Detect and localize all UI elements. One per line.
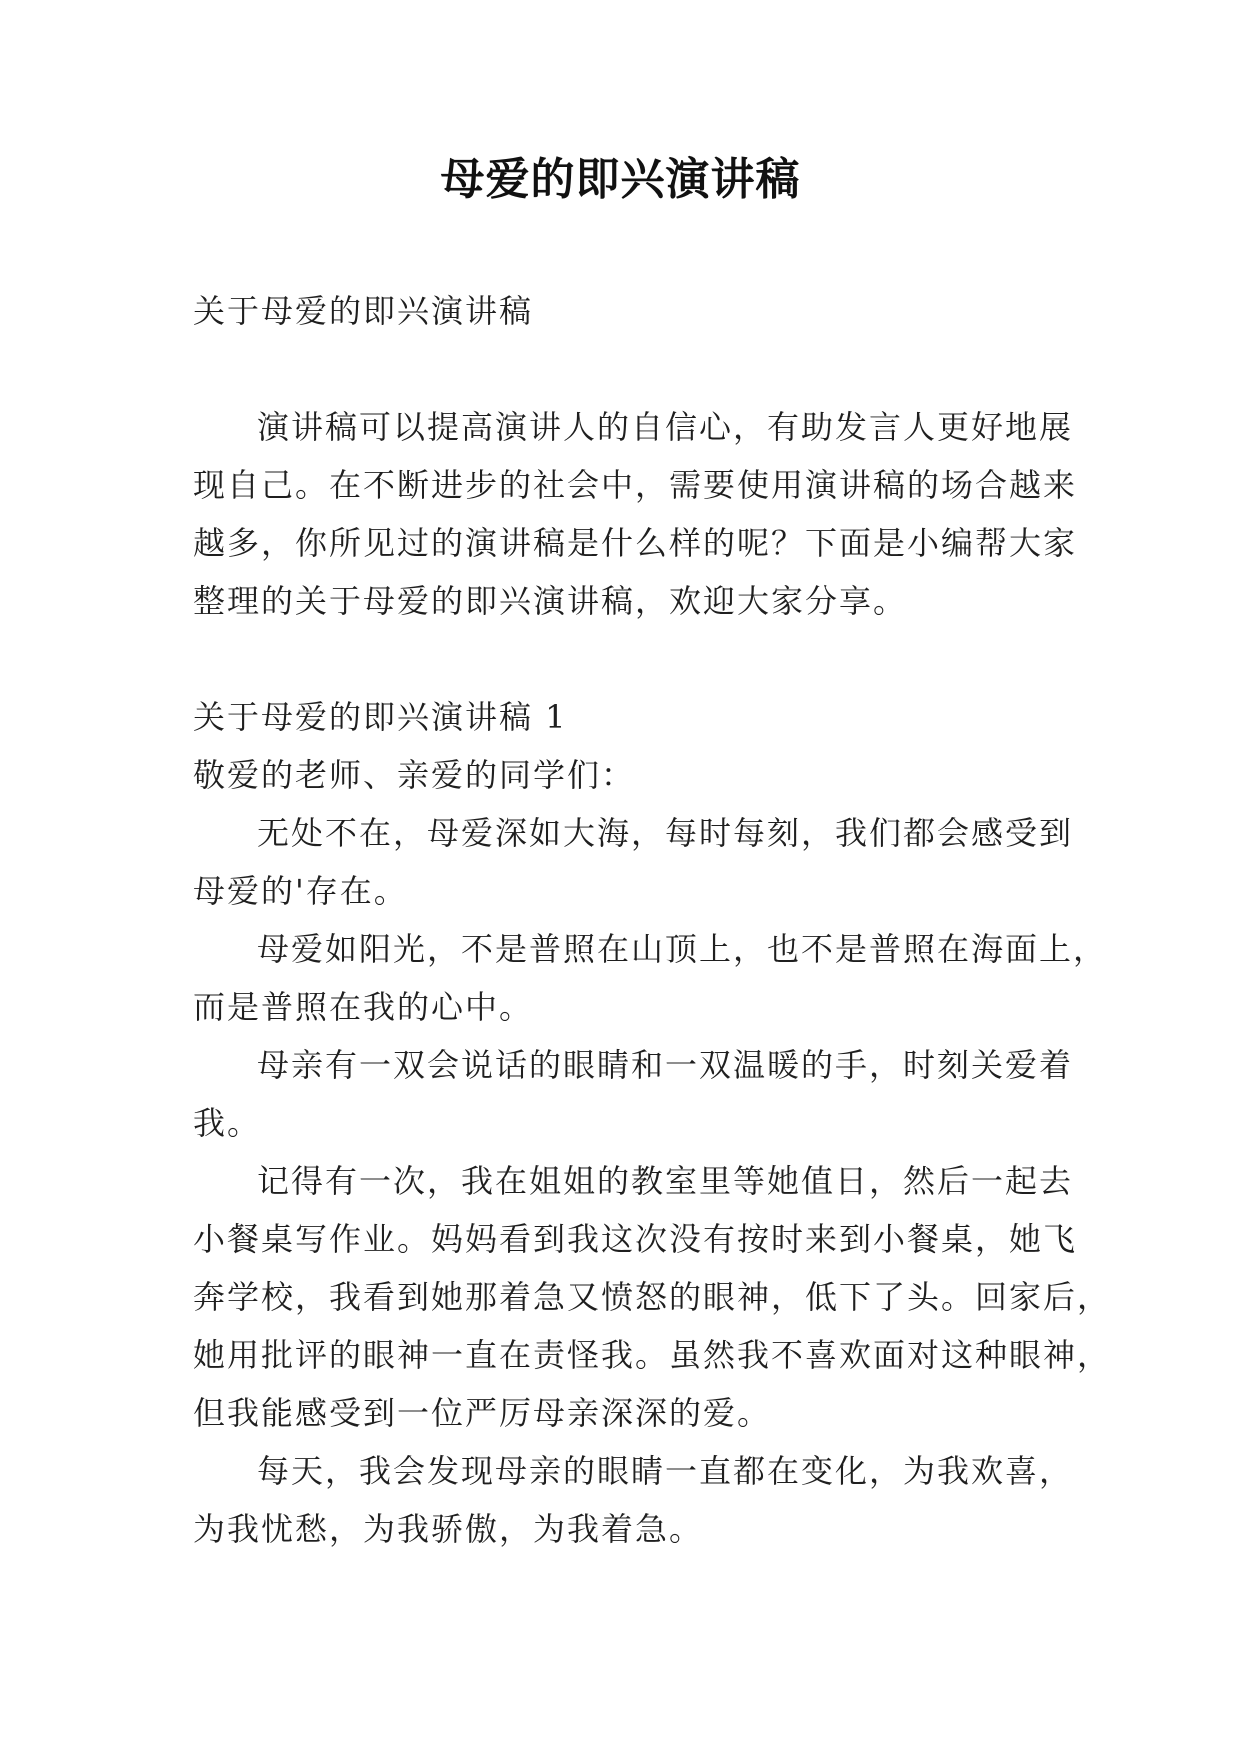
intro-line: 现自己。在不断进步的社会中，需要使用演讲稿的场合越来 bbox=[193, 466, 1078, 504]
paragraph-line: 每天，我会发现母亲的眼睛一直都在变化，为我欢喜， bbox=[257, 1452, 1074, 1490]
paragraph-line: 小餐桌写作业。妈妈看到我这次没有按时来到小餐桌，她飞 bbox=[193, 1220, 1078, 1258]
paragraph-line: 但我能感受到一位严厉母亲深深的爱。 bbox=[193, 1394, 772, 1432]
paragraph-line: 母爱的'存在。 bbox=[193, 872, 408, 910]
paragraph-line: 母亲有一双会说话的眼睛和一双温暖的手，时刻关爱着 bbox=[257, 1046, 1074, 1084]
document-subtitle: 关于母爱的即兴演讲稿 bbox=[193, 292, 534, 330]
paragraph-line: 我。 bbox=[193, 1104, 262, 1142]
intro-line: 演讲稿可以提高演讲人的自信心，有助发言人更好地展 bbox=[257, 408, 1074, 446]
paragraph-line: 为我忧愁，为我骄傲，为我着急。 bbox=[193, 1510, 704, 1548]
spacer bbox=[193, 340, 1063, 398]
document-title: 母爱的即兴演讲稿 bbox=[440, 154, 801, 205]
spacer bbox=[193, 630, 1063, 688]
intro-line: 整理的关于母爱的即兴演讲稿，欢迎大家分享。 bbox=[193, 582, 908, 620]
document-body bbox=[193, 282, 1112, 1558]
paragraph-line: 奔学校，我看到她那着急又愤怒的眼神，低下了头。回家后， bbox=[193, 1278, 1112, 1316]
intro-line: 越多，你所见过的演讲稿是什么样的呢？下面是小编帮大家 bbox=[193, 524, 1078, 562]
salutation: 敬爱的老师、亲爱的同学们： bbox=[193, 756, 636, 794]
paragraph-line: 而是普照在我的心中。 bbox=[193, 988, 534, 1026]
paragraph-line: 她用批评的眼神一直在责怪我。虽然我不喜欢面对这种眼神， bbox=[193, 1336, 1112, 1374]
section-heading: 关于母爱的即兴演讲稿 1 bbox=[193, 698, 568, 736]
paragraph-line: 无处不在，母爱深如大海，每时每刻，我们都会感受到 bbox=[257, 814, 1074, 852]
paragraph-line: 母爱如阳光，不是普照在山顶上，也不是普照在海面上， bbox=[257, 930, 1108, 968]
paragraph-line: 记得有一次，我在姐姐的教室里等她值日，然后一起去 bbox=[257, 1162, 1074, 1200]
